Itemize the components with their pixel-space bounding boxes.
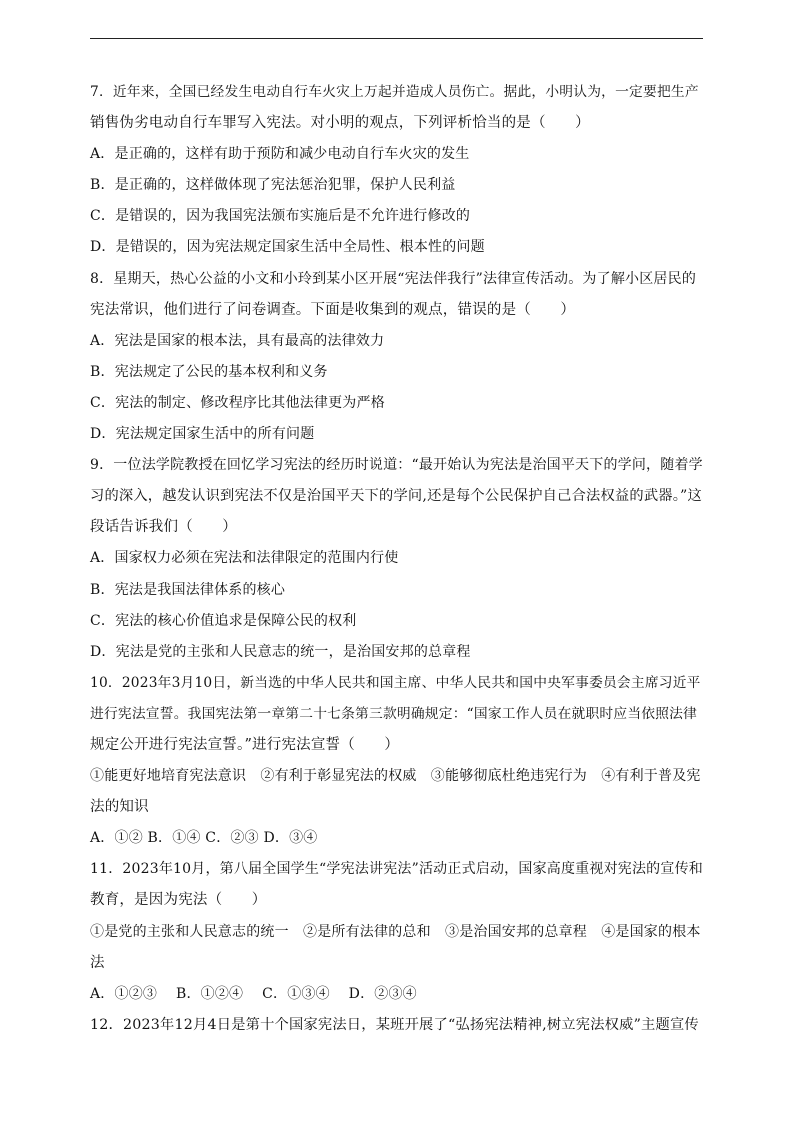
q8-stem-line-1: 8．星期天，热心公益的小文和小玲到某小区开展“宪法伴我行”法律宣传活动。为了解小区居民的 [90,270,697,287]
q11-stem-line-2: 教育，是因为宪法（ ） [90,892,267,909]
q10-statements-line-2: 法的知识 [90,799,149,816]
q11-statements-line-1: ①是党的主张和人民意志的统一 ②是所有法律的总和 ③是治国安邦的总章程 ④是国家的根本 [90,923,701,940]
q9-stem-line-3: 段话告诉我们（ ） [90,519,237,536]
q9-option-a: A．国家权力必须在宪法和法律限定的范围内行使 [90,550,399,567]
q8-option-c: C．宪法的制定、修改程序比其他法律更为严格 [90,394,385,411]
q12-stem-line-1: 12．2023年12月4日是第十个国家宪法日，某班开展了“弘扬宪法精神,树立宪法权威”主题宣传 [90,1016,699,1033]
q11-stem-line-1: 11．2023年10月，第八届全国学生“学宪法讲宪法”活动正式启动，国家高度重视对宪法的宣传和 [90,861,703,878]
q8-option-d: D．宪法规定国家生活中的所有问题 [90,426,315,443]
q8-option-b: B．宪法规定了公民的基本权利和义务 [90,363,328,380]
q7-stem-line-1: 7．近年来，全国已经发生电动自行车火灾上万起并造成人员伤亡。据此，小明认为，一定要把生产 [90,84,699,100]
q11-statements-line-2: 法 [90,954,105,971]
q9-option-c: C．宪法的核心价值追求是保障公民的权利 [90,612,357,629]
q7-option-c: C．是错误的，因为我国宪法颁布实施后是不允许进行修改的 [90,208,471,225]
header-rule [90,38,703,39]
q7-option-a: A．是正确的，这样有助于预防和减少电动自行车火灾的发生 [90,146,470,163]
q11-options: A．①②③ B．①②④ C．①③④ D．②③④ [90,985,417,1002]
question-content [90,77,703,1041]
q9-option-b: B．宪法是我国法律体系的核心 [90,581,286,598]
q10-stem-line-2: 进行宪法宣誓。我国宪法第一章第二十七条第三款明确规定：“国家工作人员在就职时应当依照法律 [90,705,698,722]
q7-option-d: D．是错误的，因为宪法规定国家生活中全局性、根本性的问题 [90,239,485,256]
q10-statements-line-1: ①能更好地培育宪法意识 ②有利于彰显宪法的权威 ③能够彻底杜绝违宪行为 ④有利于普及宪 [90,768,701,785]
q7-option-b: B．是正确的，这样做体现了宪法惩治犯罪，保护人民利益 [90,177,456,194]
q9-option-d: D．宪法是党的主张和人民意志的统一，是治国安邦的总章程 [90,643,471,660]
q8-stem-line-2: 宪法常识，他们进行了问卷调查。下面是收集到的观点，错误的是（ ） [90,301,576,318]
q8-option-a: A．宪法是国家的根本法，具有最高的法律效力 [90,332,385,349]
q10-options: A．①② B．①④ C．②③ D．③④ [90,830,318,847]
q9-stem-line-1: 9．一位法学院教授在回忆学习宪法的经历时说道：“最开始认为宪法是治国平天下的学问，随着学 [90,457,703,474]
q10-stem-line-3: 规定公开进行宪法宣誓。”进行宪法宣誓（ ） [90,736,400,753]
q7-stem-line-2: 销售伪劣电动自行车罪写入宪法。对小明的观点，下列评析恰当的是（ ） [90,115,590,132]
q10-stem-line-1: 10．2023年3月10日，新当选的中华人民共和国主席、中华人民共和国中央军事委员会主席习近平 [90,674,701,691]
q9-stem-line-2: 习的深入，越发认识到宪法不仅是治国平天下的学问,还是每个公民保护自己合法权益的武器。”这 [90,488,702,505]
